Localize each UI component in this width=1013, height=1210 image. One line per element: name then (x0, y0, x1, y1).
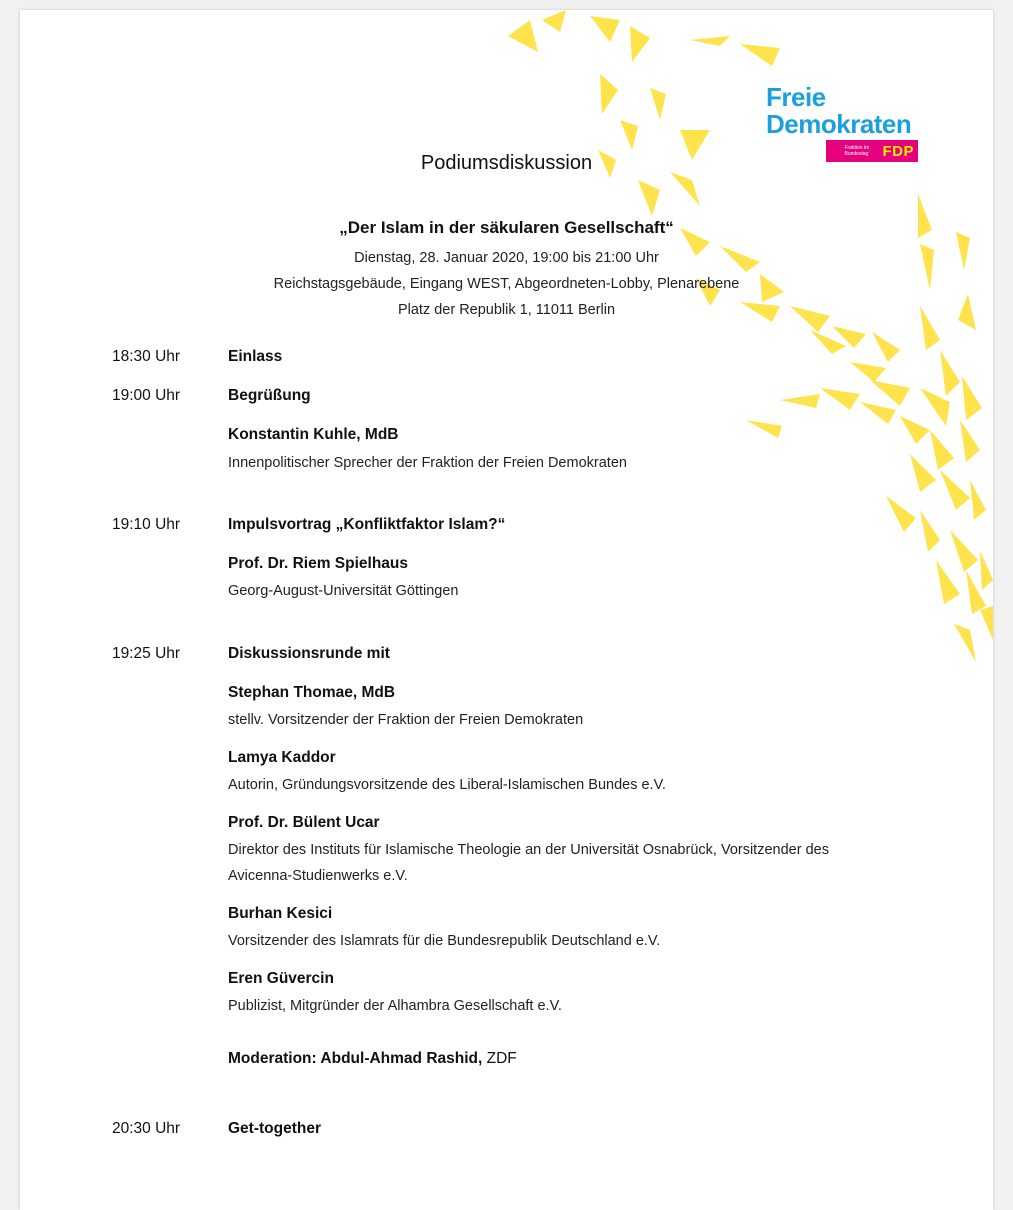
event-address: Platz der Republik 1, 11011 Berlin (397, 302, 616, 318)
time-begruessung: 19:00 Uhr (112, 387, 181, 404)
item-impuls: Impulsvortrag „Konfliktfaktor Islam?“ (228, 516, 506, 533)
item-begruessung: Begrüßung (228, 387, 311, 404)
moderation-label: Moderation: Abdul-Ahmad Rashid, (228, 1050, 483, 1067)
logo-line-freie: Freie (766, 82, 826, 112)
logo-tag-fdp: FDP (882, 142, 914, 160)
moderation-org: ZDF (486, 1050, 517, 1067)
speaker-kuhle: Konstantin Kuhle, MdB (228, 426, 399, 443)
role-kaddor: Autorin, Gründungsvorsitzende des Liberal-Islamischen Bundes e.V. (228, 777, 666, 793)
document-page (20, 10, 993, 1210)
panelist-guevercin: Eren Güvercin (228, 970, 334, 987)
time-diskussion: 19:25 Uhr (112, 645, 181, 662)
role-spielhaus: Georg-August-Universität Göttingen (228, 583, 459, 599)
item-gettogether: Get-together (228, 1120, 321, 1137)
event-location: Reichstagsgebäude, Eingang WEST, Abgeordneten-Lobby, Plenarebene (273, 276, 740, 292)
role-ucar-line2: Avicenna-Studienwerks e.V. (228, 868, 408, 884)
page-title: Podiumsdiskussion (420, 152, 593, 174)
event-date: Dienstag, 28. Januar 2020, 19:00 bis 21:00 Uhr (354, 250, 659, 266)
logo-tag-fraktion: Fraktion im Bundestag (844, 145, 870, 157)
moderation (228, 1050, 517, 1068)
fdp-logo (766, 84, 926, 162)
role-ucar: Direktor des Instituts für Islamische Theologie an der Universität Osnabrück, Vorsitzender des (228, 842, 829, 858)
time-gettogether: 20:30 Uhr (112, 1120, 181, 1137)
panelist-thomae: Stephan Thomae, MdB (228, 684, 396, 701)
event-subtitle: „Der Islam in der säkularen Gesellschaft“ (339, 218, 674, 237)
panelist-kaddor: Lamya Kaddor (228, 749, 336, 766)
role-kesici: Vorsitzender des Islamrats für die Bundesrepublik Deutschland e.V. (228, 933, 661, 949)
logo-line-demokraten: Demokraten (766, 109, 912, 139)
time-einlass: 18:30 Uhr (112, 348, 181, 365)
time-impuls: 19:10 Uhr (112, 516, 181, 533)
panelist-kesici: Burhan Kesici (228, 905, 333, 922)
item-einlass: Einlass (228, 348, 283, 365)
panelist-ucar: Prof. Dr. Bülent Ucar (228, 814, 380, 831)
role-thomae: stellv. Vorsitzender der Fraktion der Freien Demokraten (228, 712, 584, 728)
role-kuhle: Innenpolitischer Sprecher der Fraktion der Freien Demokraten (228, 455, 627, 471)
role-guevercin: Publizist, Mitgründer der Alhambra Gesellschaft e.V. (228, 998, 562, 1014)
item-diskussion: Diskussionsrunde mit (228, 645, 390, 662)
speaker-spielhaus: Prof. Dr. Riem Spielhaus (228, 555, 409, 572)
